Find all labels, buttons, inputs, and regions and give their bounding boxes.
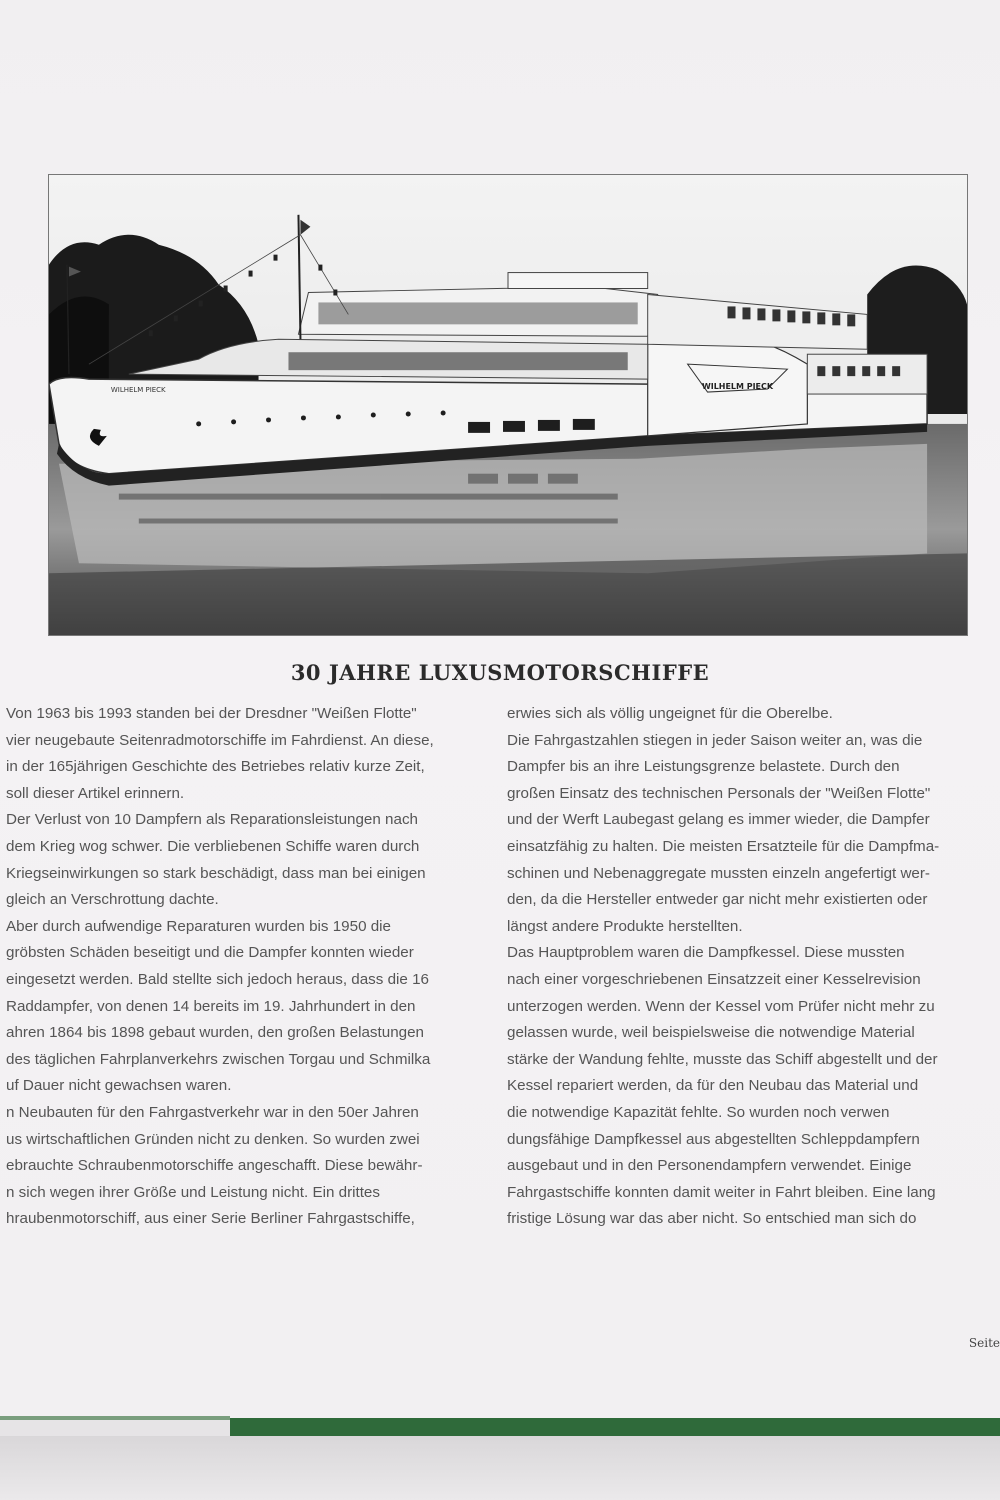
page-number-label: Seite (968, 1336, 1000, 1350)
text-line: in der 165jährigen Geschichte des Betriebes relativ kurze Zeit, (6, 758, 425, 776)
text-line: Kessel repariert werden, da für den Neubau das Material und (507, 1077, 919, 1095)
text-line: und der Werft Laubegast gelang es immer wieder, die Dampfer (507, 811, 930, 829)
text-line: erwies sich als völlig ungeignet für die Oberelbe. (507, 705, 833, 722)
text-line: stärke der Wandung fehlte, musste das Schiff abgestellt und der (507, 1050, 938, 1068)
text-line: soll dieser Artikel erinnern. (6, 784, 185, 802)
text-line: Raddampfer, von denen 14 bereits im 19. Jahrhundert in den (6, 997, 416, 1015)
text-line: Die Fahrgastzahlen stiegen in jeder Saison weiter an, was die (507, 731, 923, 749)
text-line: hraubenmotorschiff, aus einer Serie Berliner Fahrgastschiffe, (6, 1210, 415, 1228)
text-line: großen Einsatz des technischen Personals der "Weißen Flotte" (507, 784, 931, 802)
text-line: Fahrgastschiffe konnten damit weiter in Fahrt bleiben. Eine lang (507, 1183, 936, 1201)
text-line: dem Krieg wog schwer. Die verbliebenen Schiffe waren durch (6, 837, 420, 855)
text-line: gelassen wurde, weil beispielsweise die notwendige Material (507, 1024, 915, 1042)
text-line: n Neubauten für den Fahrgastverkehr war in den 50er Jahren (6, 1103, 419, 1121)
text-line: fristige Lösung war das aber nicht. So entschied man sich do (507, 1210, 917, 1228)
text-line: vier neugebaute Seitenradmotorschiffe im Fahrdienst. An diese, (6, 731, 434, 749)
text-line: schinen und Nebenaggregate mussten einzeln angefertigt wer- (507, 864, 930, 882)
text-line: nach einer vorgeschriebenen Einsatzzeit einer Kesselrevision (507, 970, 921, 988)
book-cover-edge (230, 1418, 1000, 1436)
text-line: dungsfähige Dampfkessel aus abgestellten Schleppdampfern (507, 1130, 920, 1148)
text-line: ahren 1864 bis 1898 gebaut wurden, den großen Belastungen (6, 1024, 424, 1042)
ship-photo-illustration (49, 175, 967, 635)
text-line: einsatzfähig zu halten. Die meisten Ersatzteile für die Dampfma- (507, 837, 940, 855)
text-line: gleich an Verschrottung dachte. (6, 891, 219, 909)
right-text-column (507, 701, 1000, 1233)
text-line: gröbsten Schäden beseitigt und die Dampfer konnten wieder (6, 944, 414, 962)
text-line: Aber durch aufwendige Reparaturen wurden bis 1950 die (6, 917, 392, 935)
left-text-column (6, 701, 488, 1233)
book-cover-edge-left (0, 1416, 230, 1420)
text-line: Das Hauptproblem waren die Dampfkessel. Diese mussten (507, 944, 905, 962)
text-line: Von 1963 bis 1993 standen bei der Dresdner "Weißen Flotte" (6, 705, 417, 722)
text-line: uf Dauer nicht gewachsen waren. (6, 1077, 232, 1095)
text-line: des täglichen Fahrplanverkehrs zwischen Torgau und Schmilka (6, 1050, 431, 1068)
text-line: us wirtschaftlichen Gründen nicht zu denken. So wurden zwei (6, 1130, 420, 1148)
text-line: ausgebaut und in den Personendampfern verwendet. Einige (507, 1157, 912, 1175)
text-line: unterzogen werden. Wenn der Kessel vom Prüfer nicht mehr zu (507, 997, 935, 1015)
text-line: längst andere Produkte herstellten. (507, 917, 743, 935)
text-line: die notwendige Kapazität fehlte. So wurden noch verwen (507, 1103, 890, 1121)
text-line: eingesetzt werden. Bald stellte sich jedoch heraus, dass die 16 (6, 970, 429, 988)
article-title: 30 JAHRE LUXUSMOTORSCHIFFE (290, 660, 710, 685)
text-line: ebrauchte Schraubenmotorschiffe angeschafft. Diese bewähr- (6, 1157, 423, 1175)
side-ship-name: WILHELM PIECK (701, 382, 774, 392)
bow-ship-name: WILHELM PIECK (110, 386, 166, 395)
text-line: n sich wegen ihrer Größe und Leistung nicht. Ein drittes (6, 1183, 380, 1201)
table-surface (0, 1436, 1000, 1500)
text-line: Dampfer bis an ihre Leistungsgrenze belastete. Durch den (507, 758, 900, 776)
ship-photo (48, 174, 968, 636)
text-line: Der Verlust von 10 Dampfern als Reparationsleistungen nach (6, 811, 418, 829)
text-line: Kriegseinwirkungen so stark beschädigt, dass man bei einigen (6, 864, 426, 882)
text-line: den, da die Hersteller entweder gar nicht mehr existierten oder (507, 891, 928, 909)
